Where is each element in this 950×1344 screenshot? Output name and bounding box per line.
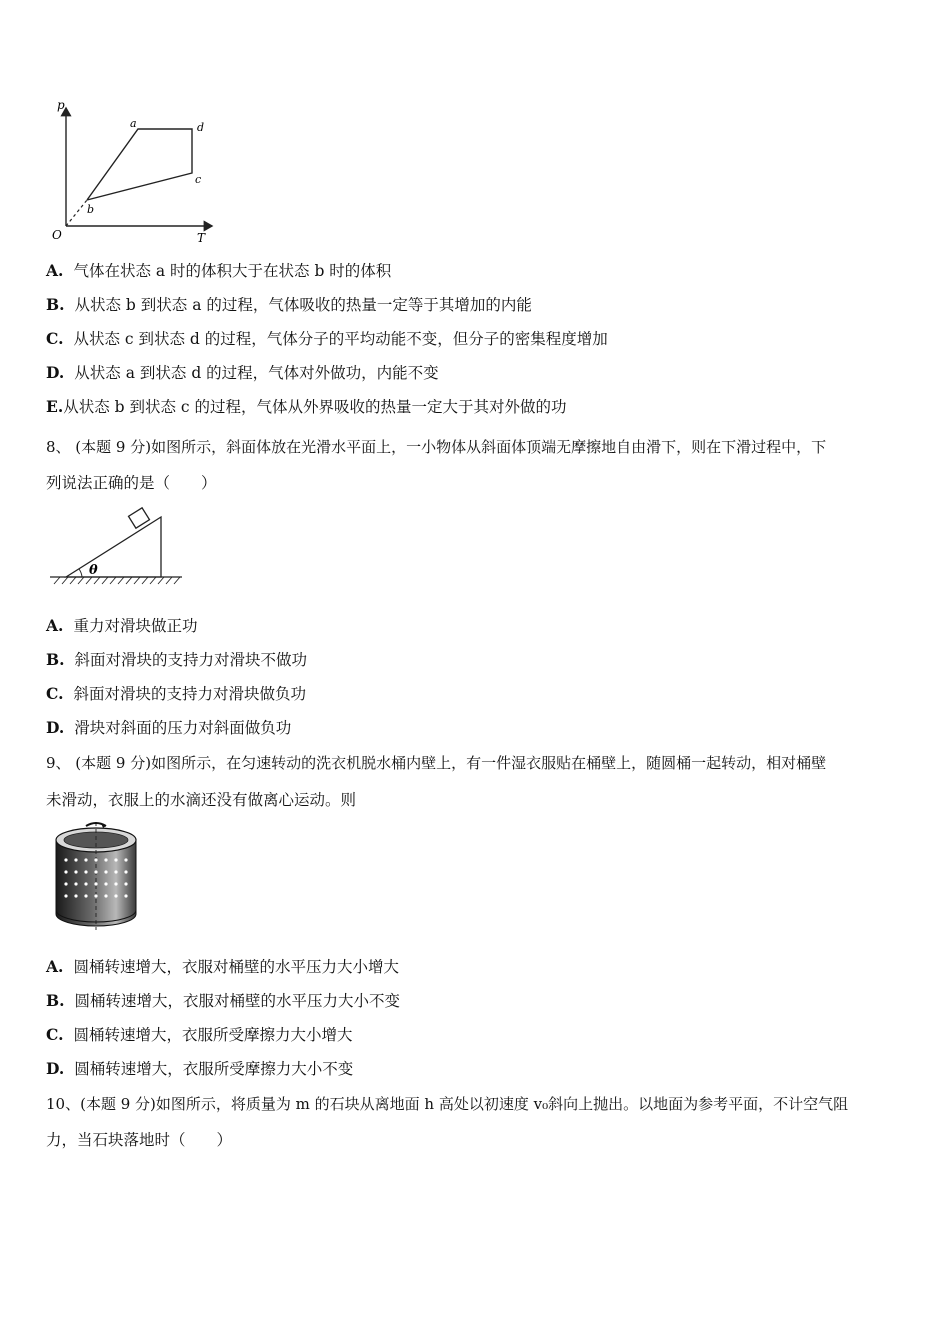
label-b: b (87, 203, 95, 216)
q7-option-b: B. 从状态 b 到状态 a 的过程，气体吸收的热量一定等于其增加的内能 (46, 295, 532, 314)
label-c: c (195, 173, 202, 186)
q7-option-e: E.从状态 b 到状态 c 的过程，气体从外界吸收的热量一定大于其对外做的功 (46, 397, 567, 416)
pt-diagram (46, 96, 221, 248)
ground-hatching (54, 577, 180, 584)
label-T: T (197, 231, 206, 245)
q10-stem-line1: 10、(本题 9 分)如图所示，将质量为 m 的石块从离地面 h 高处以初速度 v₀斜向上抛出。以地面为参考平面，不计空气阻 (46, 1095, 849, 1113)
angle-theta: θ (89, 563, 98, 578)
sliding-block (129, 508, 150, 528)
angle-arc (79, 569, 82, 577)
q9-option-b: B. 圆桶转速增大，衣服对桶壁的水平压力大小不变 (46, 991, 401, 1010)
q8-option-d: D. 滑块对斜面的压力对斜面做负功 (46, 718, 292, 737)
q9-option-a: A. 圆桶转速增大，衣服对桶壁的水平压力大小增大 (46, 957, 399, 976)
washer-drum-figure (50, 818, 142, 934)
incline-wedge (66, 517, 161, 577)
q9-stem-line1: 9、 (本题 9 分)如图所示，在匀速转动的洗衣机脱水桶内壁上，有一件湿衣服贴在桶壁上，随圆桶一起转动，相对桶壁 (46, 754, 827, 772)
label-origin: O (52, 228, 62, 242)
q8-option-b: B. 斜面对滑块的支持力对滑块不做功 (46, 650, 308, 669)
q7-option-d: D. 从状态 a 到状态 d 的过程，气体对外做功，内能不变 (46, 363, 439, 382)
label-a: a (130, 117, 137, 130)
q10-stem-line2: 力，当石块落地时（ ） (46, 1131, 233, 1149)
q9-stem-line2: 未滑动，衣服上的水滴还没有做离心运动。则 (46, 791, 357, 809)
q8-option-a: A. 重力对滑块做正功 (46, 616, 198, 635)
cycle-path (87, 129, 192, 200)
q8-option-c: C. 斜面对滑块的支持力对滑块做负功 (46, 684, 306, 703)
q7-option-c: C. 从状态 c 到状态 d 的过程，气体分子的平均动能不变，但分子的密集程度增加 (46, 329, 608, 348)
q8-stem-line1: 8、 (本题 9 分)如图所示，斜面体放在光滑水平面上，一小物体从斜面体顶端无摩擦地自由滑下，则在下滑过程中，下 (46, 438, 827, 456)
q9-option-d: D. 圆桶转速增大，衣服所受摩擦力大小不变 (46, 1059, 354, 1078)
q8-stem-line2: 列说法正确的是（ ） (46, 474, 217, 492)
label-d: d (197, 121, 205, 134)
incline-figure (46, 505, 186, 587)
dashed-extension (66, 200, 87, 226)
q9-option-c: C. 圆桶转速增大，衣服所受摩擦力大小增大 (46, 1025, 353, 1044)
label-p: p (57, 98, 65, 112)
q7-option-a: A. 气体在状态 a 时的体积大于在状态 b 时的体积 (46, 261, 392, 280)
